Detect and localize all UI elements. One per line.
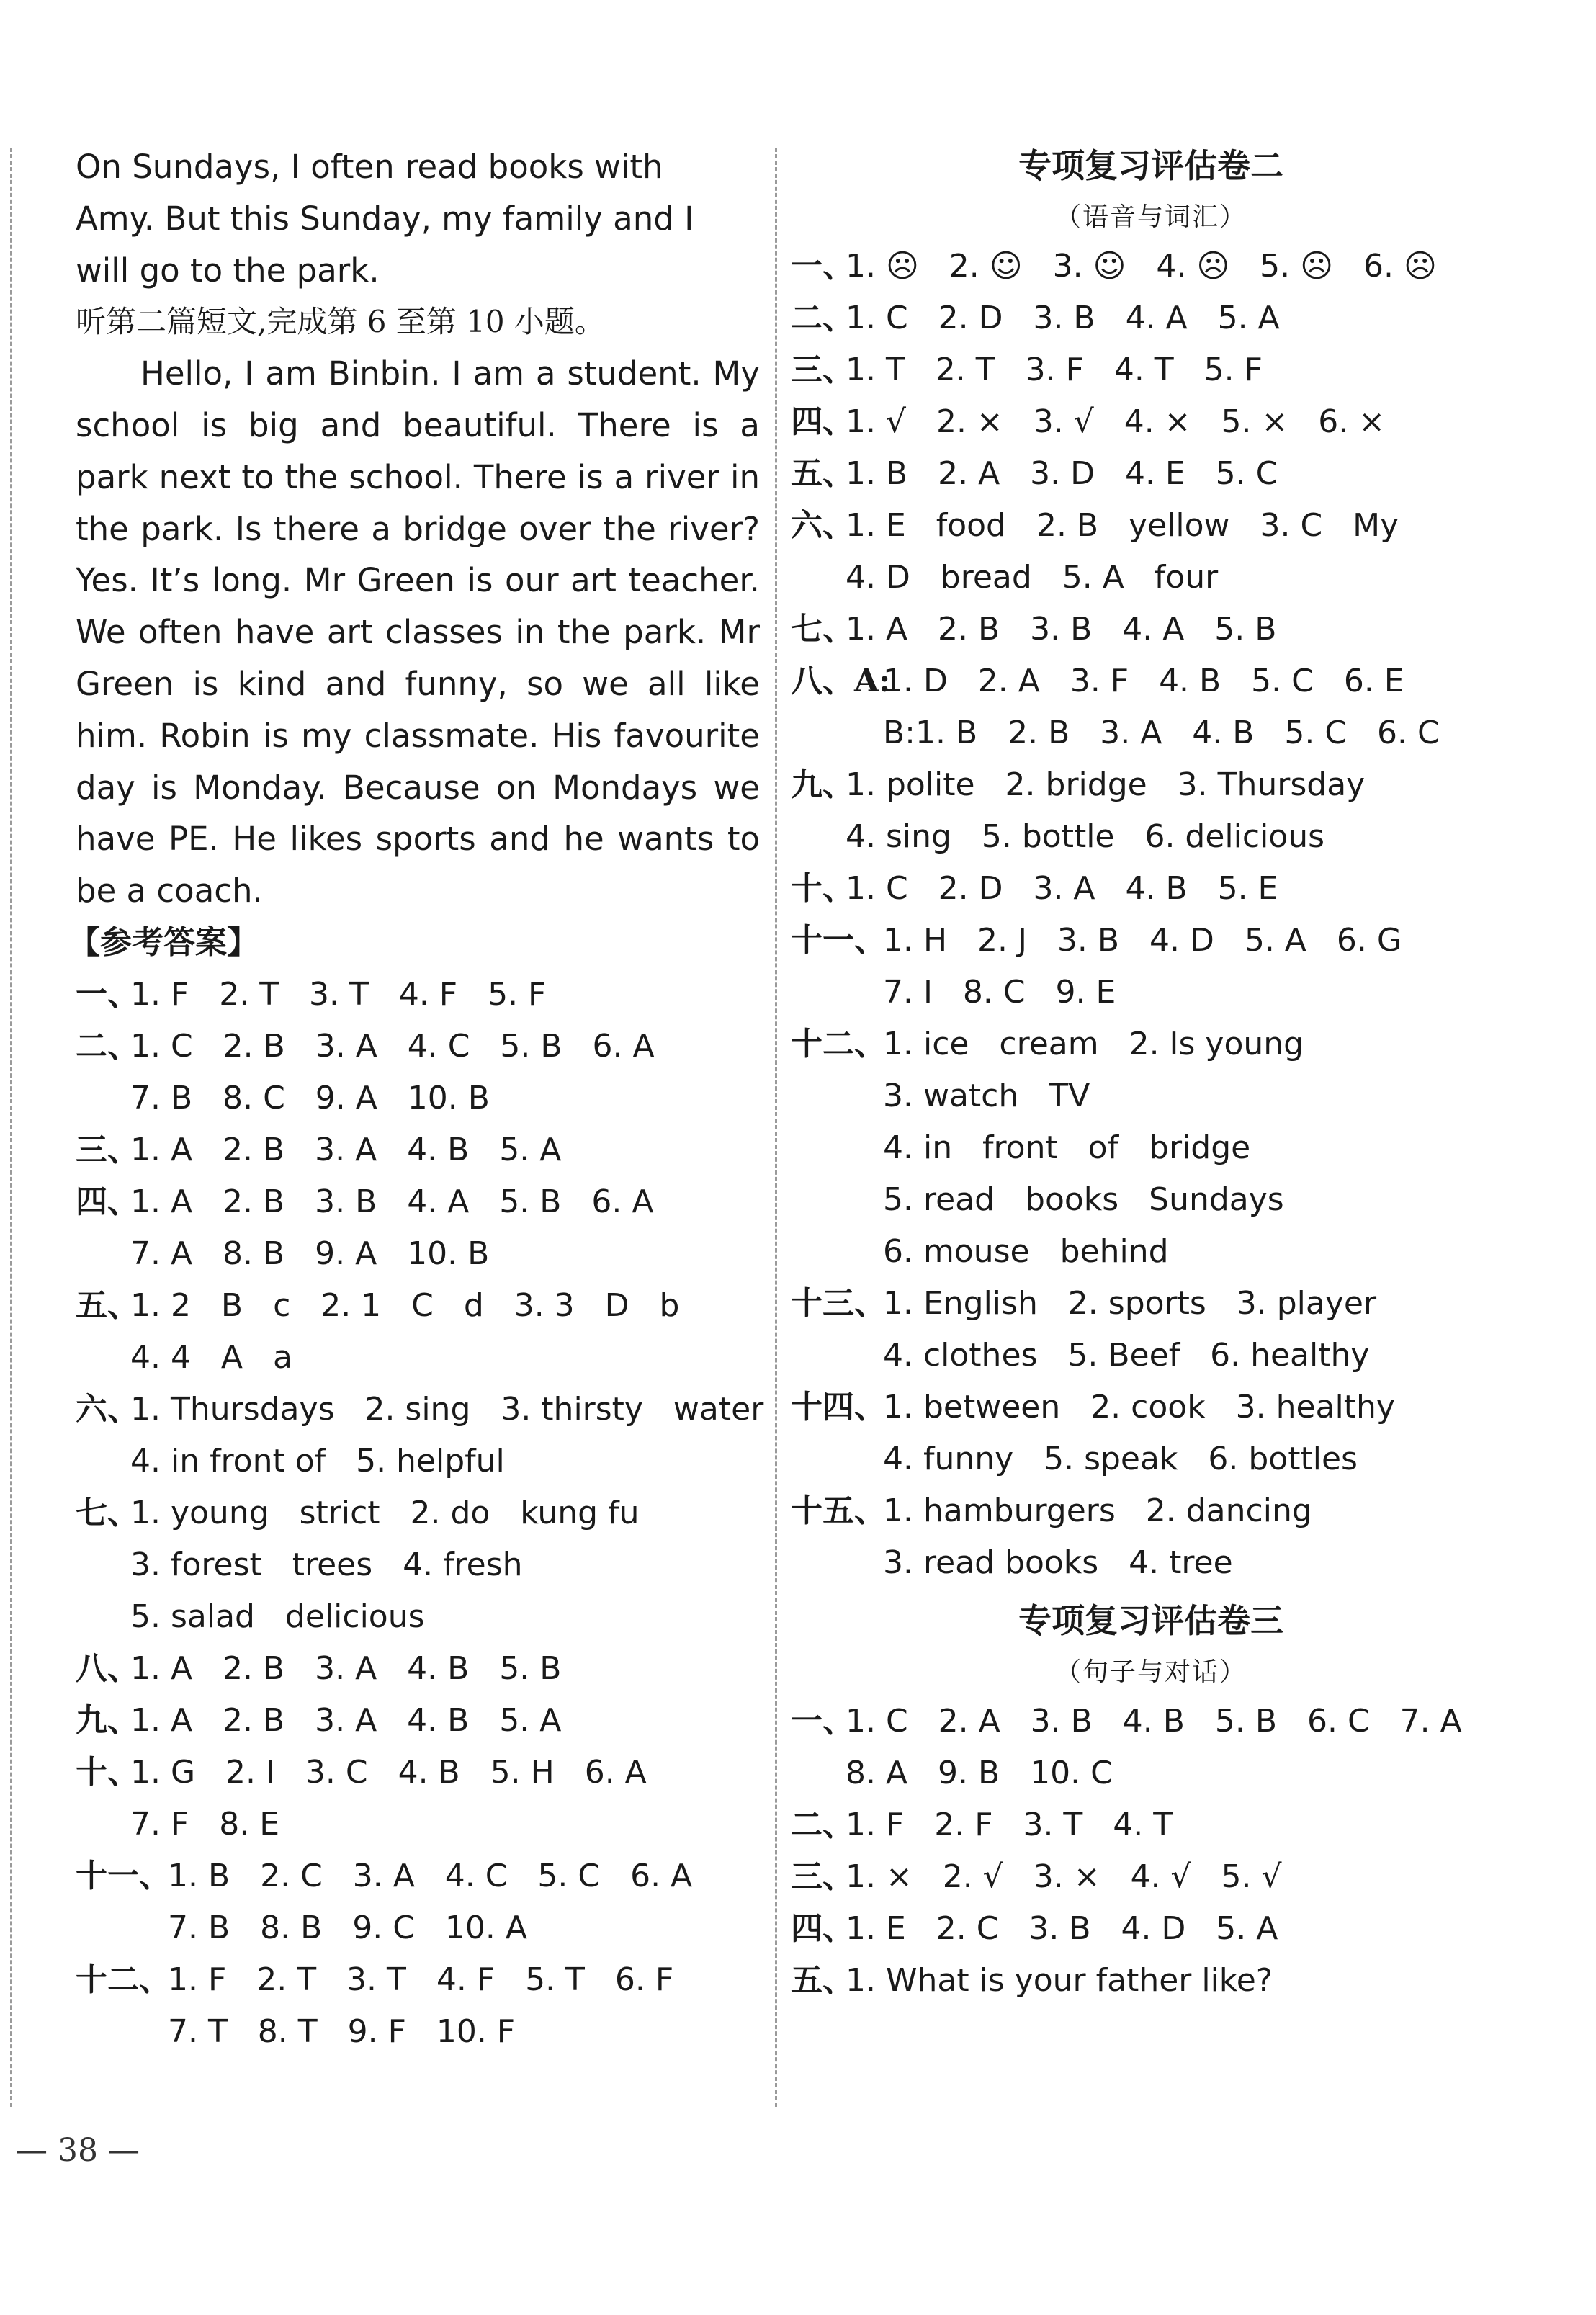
answer-items: 1. A 2. B 3. B 4. A 5. B 6. A [130, 1183, 654, 1220]
answer-row [791, 241, 1511, 292]
answer-row [76, 969, 760, 1021]
answer-items: 7. F 8. E [130, 1805, 280, 1842]
answer-items: 7. I 8. C 9. E [883, 974, 1116, 1011]
answer-row [791, 707, 1511, 759]
left-answer-list [76, 969, 764, 2058]
instruction: 听第二篇短文,完成第 6 至第 10 小题。 [76, 304, 605, 340]
question-number: 十二、 [791, 1026, 886, 1062]
question-number: 十五、 [791, 1492, 886, 1529]
answer-items: 8. A 9. B 10. C [846, 1755, 1113, 1791]
question-number: 八、 [76, 1649, 139, 1687]
column-divider [775, 148, 777, 2107]
question-number [76, 2006, 168, 2058]
question-number [791, 1226, 883, 1278]
answer-items: B:1. B 2. B 3. A 4. B 5. C 6. C [883, 715, 1440, 751]
question-number [791, 552, 846, 604]
question-number: 十、 [76, 1753, 139, 1791]
question-number: 一、 [791, 248, 854, 285]
answer-row [76, 1954, 760, 2006]
question-number: 十三、 [791, 1285, 886, 1322]
answer-row [76, 1695, 760, 1747]
answer-row [76, 1228, 760, 1280]
answer-items: 1. G 2. I 3. C 4. B 5. H 6. A [130, 1753, 647, 1791]
answer-row [791, 1174, 1511, 1226]
answer-items: 1. ice cream 2. Is young [883, 1026, 1304, 1062]
answer-row [76, 1073, 760, 1124]
answer-row [791, 1122, 1511, 1174]
answer-row [791, 1955, 1511, 2007]
answer-row [791, 1433, 1511, 1485]
answer-items: 3. forest trees 4. fresh [130, 1546, 523, 1583]
passage-line: On Sundays, I often read books with [76, 148, 663, 186]
answer-row [76, 1643, 760, 1695]
question-number: 三、 [791, 351, 854, 388]
question-number [791, 1070, 883, 1122]
answer-items: 4. D bread 5. A four [846, 559, 1219, 596]
question-number: 十一、 [76, 1857, 171, 1894]
right-column [791, 137, 1511, 2007]
answer-items: 1. polite 2. bridge 3. Thursday [846, 766, 1366, 803]
answer-items: 1. young strict 2. do kung fu [130, 1494, 640, 1531]
section3-answer-list [791, 1696, 1511, 2007]
answer-items: 1. D 2. A 3. F 4. B 5. C 6. E [883, 663, 1404, 699]
question-number [76, 1073, 130, 1124]
answer-items: 1. F 2. F 3. T 4. T [846, 1806, 1173, 1843]
question-number: 三、 [791, 1858, 854, 1895]
answer-items: 1. E 2. C 3. B 4. D 5. A [846, 1910, 1278, 1947]
question-number: 五、 [76, 1286, 139, 1324]
answer-row [791, 1382, 1511, 1433]
left-column [68, 141, 764, 2058]
answer-items: 5. salad delicious [130, 1598, 425, 1635]
question-number: 五、 [791, 1962, 854, 1999]
question-number [76, 1228, 130, 1280]
answer-row [791, 863, 1511, 915]
answer-row [76, 1124, 760, 1176]
question-number [791, 1174, 883, 1226]
answer-row [791, 811, 1511, 863]
question-number [76, 1436, 130, 1487]
answer-items: 1. C 2. A 3. B 4. B 5. B 6. C 7. A [846, 1703, 1462, 1739]
answer-items: 6. mouse behind [883, 1233, 1169, 1270]
passage-two: Hello, I am Binbin. I am a student. My school is big and beautiful. There is a park next to the school. There is a river in the park. Is there a bridge over the river? Yes. It’s long. Mr Green is our art teacher. We often have art classes in the park. Mr Green is kind and funny, so we all like him. Robin is my classmate. His favourite day is Monday. Because on Mondays we have PE. He likes sports and he wants to be a coach. [76, 354, 760, 910]
answer-items: 1. ☹ 2. ☺ 3. ☺ 4. ☹ 5. ☹ 6. ☹ [846, 248, 1437, 285]
answer-row [791, 759, 1511, 811]
question-number: 十二、 [76, 1961, 171, 1998]
question-number: 九、 [791, 766, 854, 803]
answer-items: 1. What is your father like? [846, 1962, 1273, 1999]
question-number: 七、 [791, 611, 854, 648]
answer-row [76, 1591, 760, 1643]
question-number: 十、 [791, 870, 854, 907]
question-number: 九、 [76, 1701, 139, 1739]
section2-title: 专项复习评估卷二 [1018, 146, 1283, 185]
answer-items: 1. T 2. T 3. F 4. T 5. F [846, 351, 1263, 388]
question-number: 十四、 [791, 1389, 886, 1425]
question-number [76, 1799, 130, 1850]
answer-items: 7. T 8. T 9. F 10. F [168, 2012, 516, 2050]
answer-row [76, 1176, 760, 1228]
question-number: 七、 [76, 1494, 139, 1531]
answer-items: 1. × 2. √ 3. × 4. √ 5. √ [846, 1858, 1282, 1895]
answer-items: 4. clothes 5. Beef 6. healthy [883, 1337, 1370, 1374]
answer-items: 4. sing 5. bottle 6. delicious [846, 818, 1325, 855]
question-number [791, 967, 883, 1018]
page-number: — 38 — [16, 2132, 140, 2169]
answer-row [76, 2006, 760, 2058]
answer-row [791, 1226, 1511, 1278]
answer-items: 1. A 2. B 3. A 4. B 5. A [130, 1701, 562, 1739]
answer-row [791, 1330, 1511, 1382]
question-number [76, 1591, 130, 1643]
question-number [76, 1539, 130, 1591]
answer-items: 1. between 2. cook 3. healthy [883, 1389, 1395, 1425]
left-margin-rule [10, 148, 12, 2107]
answer-items: 1. A 2. B 3. A 4. B 5. A [130, 1131, 562, 1168]
answer-row [76, 1902, 760, 1954]
answer-row [791, 292, 1511, 344]
answer-row [791, 915, 1511, 967]
answer-row [791, 1903, 1511, 1955]
answers-title: 【参考答案】 [68, 923, 259, 961]
answer-row [791, 967, 1511, 1018]
answer-row [791, 1851, 1511, 1903]
answer-row [791, 552, 1511, 604]
answer-items: 5. read books Sundays [883, 1181, 1284, 1218]
answer-items: 7. B 8. B 9. C 10. A [168, 1909, 527, 1946]
answer-row [791, 1018, 1511, 1070]
passage-line: Amy. But this Sunday, my family and I [76, 199, 694, 238]
section2-answer-list [791, 241, 1511, 1589]
answer-row [791, 1070, 1511, 1122]
answer-row [791, 655, 1511, 707]
answer-row [76, 1332, 760, 1384]
answer-items: 4. in front of bridge [883, 1129, 1251, 1166]
question-number [791, 1537, 883, 1589]
answer-row [791, 344, 1511, 396]
answer-items: 1. 2 B c 2. 1 C d 3. 3 D b [130, 1286, 680, 1324]
answer-items: 1. H 2. J 3. B 4. D 5. A 6. G [883, 922, 1402, 959]
answer-items: 1. √ 2. × 3. √ 4. × 5. × 6. × [846, 403, 1386, 440]
answer-row [791, 1747, 1511, 1799]
answer-row [76, 1850, 760, 1902]
answer-row [76, 1280, 760, 1332]
answer-row [76, 1436, 760, 1487]
question-number [791, 811, 846, 863]
answer-row [76, 1021, 760, 1073]
question-number: 八、A: [791, 663, 891, 699]
question-number [76, 1902, 168, 1954]
answer-items: 3. watch TV [883, 1078, 1090, 1114]
question-number: 四、 [791, 1910, 854, 1947]
answer-items: 1. A 2. B 3. B 4. A 5. B [846, 611, 1277, 648]
answer-items: 1. C 2. B 3. A 4. C 5. B 6. A [130, 1027, 655, 1065]
question-number: 三、 [76, 1131, 139, 1168]
answer-row [791, 1799, 1511, 1851]
listening-passage [76, 141, 760, 917]
answer-items: 1. B 2. C 3. A 4. C 5. C 6. A [168, 1857, 693, 1894]
answer-items: 1. hamburgers 2. dancing [883, 1492, 1312, 1529]
answer-row [76, 1747, 760, 1799]
answer-row [791, 396, 1511, 448]
question-number: 二、 [791, 1806, 854, 1843]
section3-title: 专项复习评估卷三 [1018, 1601, 1283, 1640]
answer-row [76, 1487, 760, 1539]
answer-items: 7. B 8. C 9. A 10. B [130, 1079, 490, 1116]
question-number: 六、 [76, 1390, 139, 1428]
question-number [791, 1747, 846, 1799]
answer-items: 1. C 2. D 3. A 4. B 5. E [846, 870, 1278, 907]
answer-items: 4. in front of 5. helpful [130, 1442, 505, 1479]
passage-line: will go to the park. [76, 251, 380, 290]
answer-items: 1. Thursdays 2. sing 3. thirsty water [130, 1390, 764, 1428]
answer-items: 1. F 2. T 3. T 4. F 5. T 6. F [168, 1961, 674, 1998]
question-number [76, 1332, 130, 1384]
question-number: 一、 [791, 1703, 854, 1739]
question-number: 四、 [791, 403, 854, 440]
answer-items: 1. C 2. D 3. B 4. A 5. A [846, 300, 1280, 336]
section2-subtitle: （语音与词汇） [1054, 202, 1247, 232]
question-number: 二、 [791, 300, 854, 336]
answer-row [791, 1485, 1511, 1537]
answer-row [791, 448, 1511, 500]
question-number [791, 1433, 883, 1485]
question-number [791, 1330, 883, 1382]
question-number: 六、 [791, 507, 854, 544]
answer-row [76, 1384, 764, 1436]
question-number: 十一、 [791, 922, 886, 959]
answer-row [76, 1539, 760, 1591]
answer-items: 1. English 2. sports 3. player [883, 1285, 1377, 1322]
answer-row [791, 1537, 1511, 1589]
answer-items: 4. 4 A a [130, 1338, 292, 1376]
question-number: 四、 [76, 1183, 139, 1220]
answer-row [76, 1799, 760, 1850]
answer-items: 1. A 2. B 3. A 4. B 5. B [130, 1649, 562, 1687]
answer-row [791, 500, 1511, 552]
question-number: 五、 [791, 455, 854, 492]
answer-row [791, 1278, 1511, 1330]
answer-items: 1. B 2. A 3. D 4. E 5. C [846, 455, 1278, 492]
question-number [791, 707, 883, 759]
answer-row [791, 1696, 1511, 1747]
answer-items: 3. read books 4. tree [883, 1544, 1233, 1581]
answer-items: 1. F 2. T 3. T 4. F 5. F [130, 975, 547, 1013]
question-number [791, 1122, 883, 1174]
answer-row [791, 604, 1511, 655]
answer-items: 1. E food 2. B yellow 3. C My [846, 507, 1399, 544]
section3-subtitle: （句子与对话） [1054, 1657, 1247, 1687]
answer-items: 7. A 8. B 9. A 10. B [130, 1235, 490, 1272]
question-number: 一、 [76, 975, 139, 1013]
question-number: 二、 [76, 1027, 139, 1065]
answer-items: 4. funny 5. speak 6. bottles [883, 1441, 1358, 1477]
